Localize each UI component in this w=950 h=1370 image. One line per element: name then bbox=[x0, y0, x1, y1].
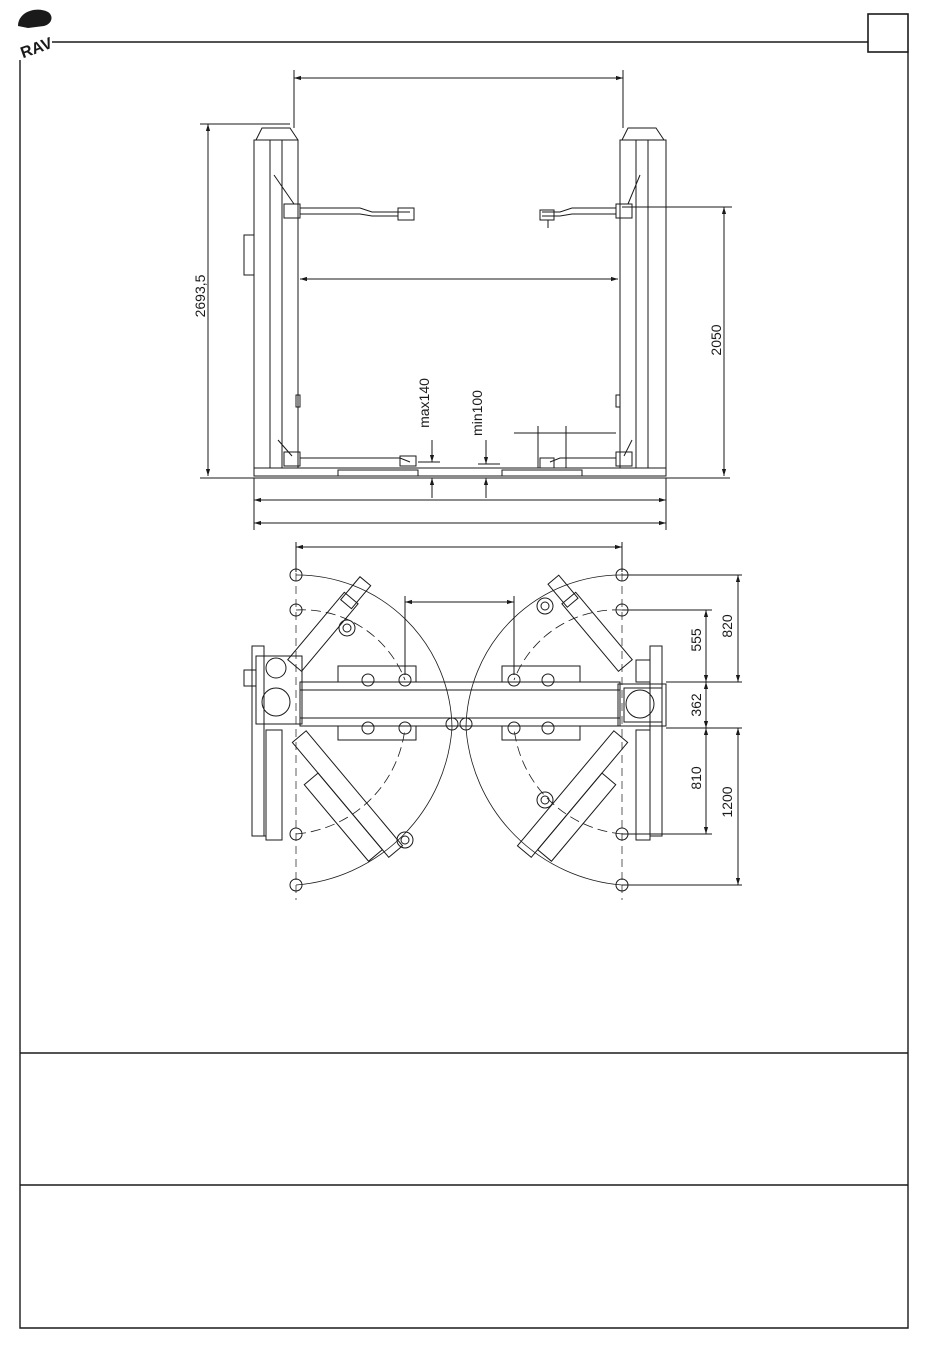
left-lower-arm bbox=[279, 731, 403, 869]
dim-max-pad-height: max140 bbox=[416, 378, 432, 428]
right-lower-arm bbox=[517, 731, 641, 869]
dim-base-362: 362 bbox=[688, 693, 704, 717]
front-view-drawing bbox=[200, 70, 732, 530]
upper-arms bbox=[274, 175, 640, 228]
top-view-drawing bbox=[244, 542, 742, 900]
right-column bbox=[616, 128, 666, 468]
logo-text: RAV bbox=[18, 35, 55, 63]
left-upper-arm bbox=[288, 575, 372, 671]
lower-arms bbox=[278, 440, 632, 476]
dim-arm-810: 810 bbox=[688, 766, 704, 790]
rav-logo bbox=[18, 10, 55, 63]
left-column bbox=[244, 128, 300, 468]
dim-arm-1200: 1200 bbox=[719, 786, 735, 818]
dim-arm-555: 555 bbox=[688, 628, 704, 652]
page-number-box bbox=[868, 14, 908, 52]
dim-min-pad-height: min100 bbox=[469, 390, 485, 436]
right-upper-arm bbox=[546, 574, 632, 671]
dim-overall-height: 2693,5 bbox=[192, 274, 208, 318]
page-frame bbox=[20, 42, 908, 1328]
dim-arm-820: 820 bbox=[719, 614, 735, 638]
dim-lift-height: 2050 bbox=[708, 324, 724, 356]
